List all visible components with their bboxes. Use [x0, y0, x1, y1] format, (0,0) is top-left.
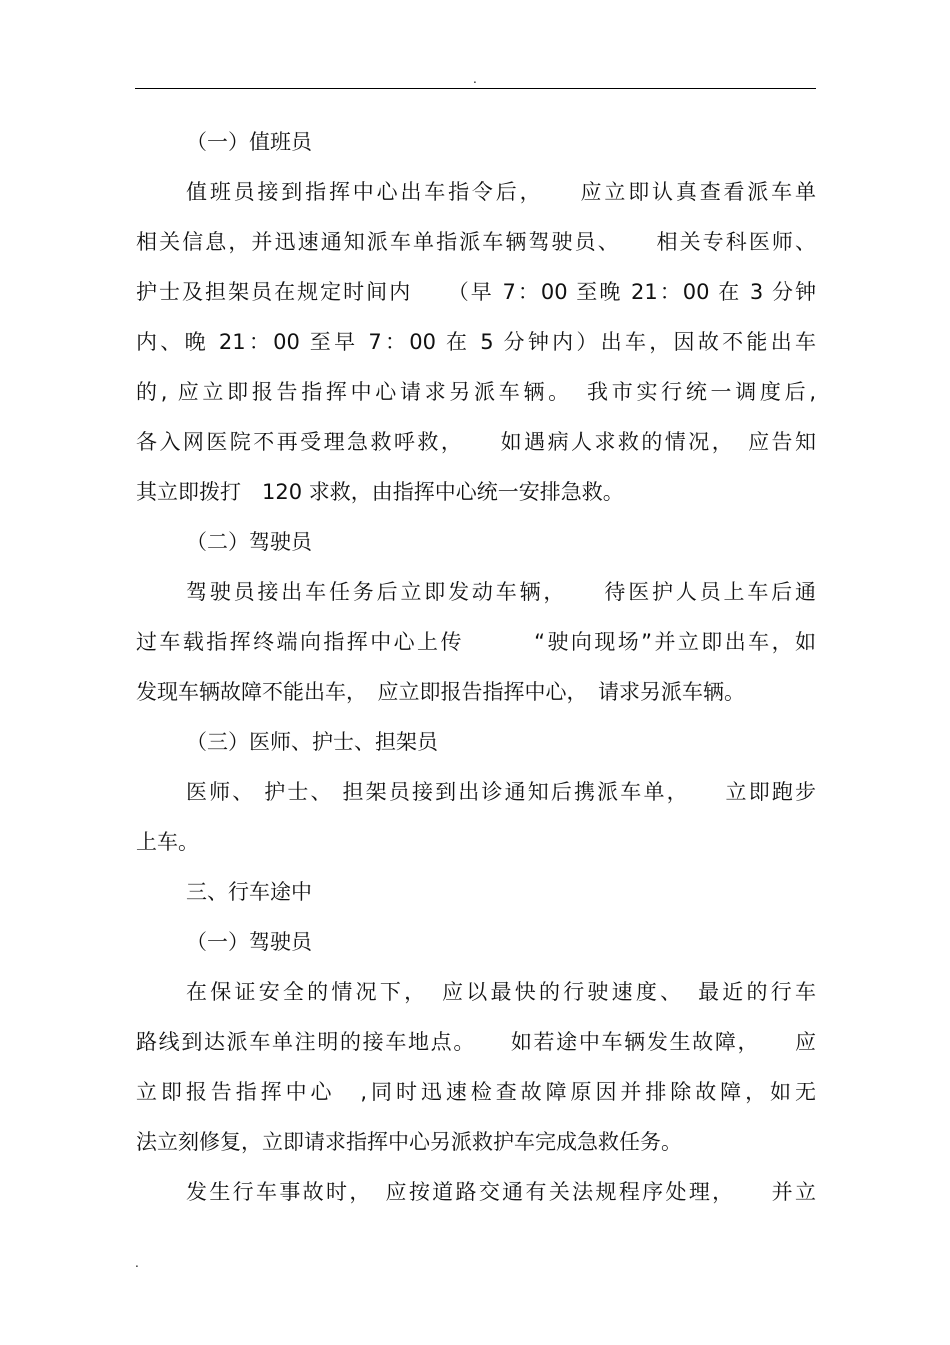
document-body: [136, 117, 816, 1217]
text-line: 立即报告指挥中心 ,同时迅速检查故障原因并排除故障，如无: [136, 1080, 816, 1104]
paragraph: [136, 717, 816, 767]
text-line: 路线到达派车单注明的接车地点。 如若途中车辆发生故障， 应: [136, 1030, 816, 1054]
text-line: 的, 应立即报告指挥中心请求另派车辆。 我市实行统一调度后,: [136, 380, 816, 404]
footer-mark: .: [135, 1256, 139, 1270]
text-line: 各入网医院不再受理急救呼救， 如遇病人求救的情况， 应告知: [136, 430, 816, 454]
paragraph: [136, 867, 816, 917]
text-line: （一）驾驶员: [186, 930, 312, 954]
text-line: 医师、 护士、 担架员接到出诊通知后携派车单， 立即跑步: [186, 780, 816, 804]
text-line: （三）医师、护士、担架员: [186, 730, 438, 754]
paragraph: [136, 117, 816, 167]
paragraph: [136, 1167, 816, 1217]
text-line: 其立即拨打 120 求救，由指挥中心统一安排急救。: [136, 480, 624, 504]
text-line: （一）值班员: [186, 130, 312, 154]
paragraph: [136, 967, 816, 1167]
paragraph: [136, 567, 816, 717]
text-line: 上车。: [136, 830, 199, 854]
text-line: 过车载指挥终端向指挥中心上传 “驶向现场”并立即出车，如: [136, 630, 816, 654]
paragraph: [136, 767, 816, 867]
text-line: 值班员接到指挥中心出车指令后， 应立即认真查看派车单: [186, 180, 816, 204]
text-line: 在保证安全的情况下， 应以最快的行驶速度、 最近的行车: [186, 980, 816, 1004]
text-line: 护士及担架员在规定时间内 （早 7：00 至晚 21：00 在 3 分钟: [136, 280, 816, 304]
text-line: （二）驾驶员: [186, 530, 312, 554]
paragraph: [136, 917, 816, 967]
text-line: 相关信息，并迅速通知派车单指派车辆驾驶员、 相关专科医师、: [136, 230, 816, 254]
header-mark: .: [473, 72, 477, 86]
paragraph: [136, 517, 816, 567]
text-line: 发现车辆故障不能出车， 应立即报告指挥中心， 请求另派车辆。: [136, 680, 745, 704]
text-line: 法立刻修复，立即请求指挥中心另派救护车完成急救任务。: [136, 1130, 682, 1154]
text-line: 驾驶员接出车任务后立即发动车辆， 待医护人员上车后通: [186, 580, 816, 604]
paragraph: [136, 167, 816, 517]
text-line: 三、行车途中: [186, 880, 312, 904]
text-line: 内、晚 21：00 至早 7：00 在 5 分钟内）出车，因故不能出车: [136, 330, 816, 354]
text-line: 发生行车事故时， 应按道路交通有关法规程序处理， 并立: [186, 1180, 816, 1204]
header-rule: [135, 88, 816, 89]
